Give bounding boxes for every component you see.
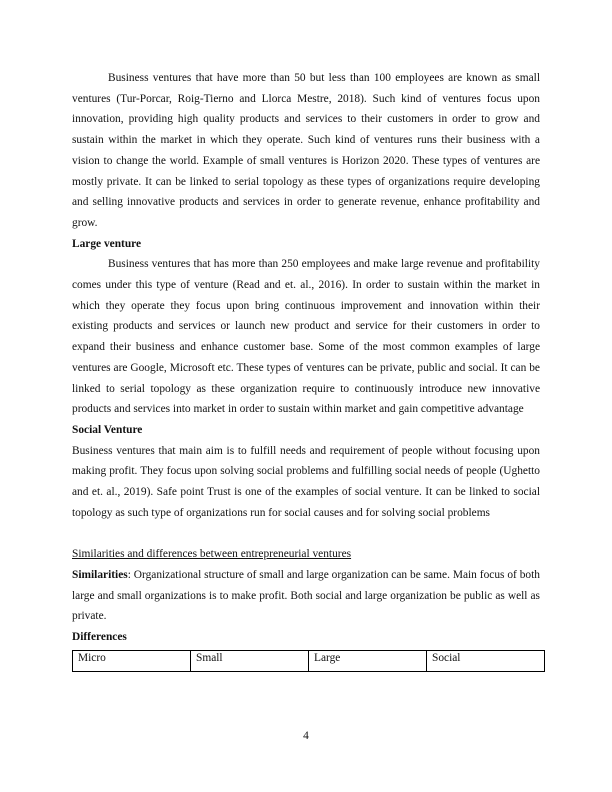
table-header-social: Social [427, 650, 545, 671]
page-number: 4 [303, 730, 309, 742]
social-venture-heading: Social Venture [72, 423, 143, 436]
differences-table [72, 650, 545, 672]
small-ventures-paragraph: Business ventures that have more than 50 but less than 100 employees are known as small ventures (Tur-Porcar, Roig-Tierno and Llorca Mestre, 2018). Such kind of ventures focus upon innovation, providing high quality products and services to their customers in order to grow and sustain within the market in which they operate. Such kind of ventures runs their business with a vision to change the world. Example of small ventures is Horizon 2020. These types of ventures are mostly private. It can be linked to serial topology as these types of organizations require developing and selling innovative products and services in order to generate revenue, enhance profitability and grow. [72, 72, 540, 229]
page-content [72, 68, 540, 672]
similarities-text: : Organizational structure of small and large organization can be same. Main focus of both large and small organizations is to make profit. Both social and large organization be public as well as private. [72, 568, 540, 623]
large-ventures-paragraph: Business ventures that has more than 250 employees and make large revenue and profitability comes under this type of venture (Read and et. al., 2016). In order to sustain within the market in which they operate they focus upon bring continuous improvement and innovation within their existing products and services or launch new product and service for their customers in order to expand their business and enhance customer base. Some of the most common examples of large ventures are Google, Microsoft etc. These types of ventures can be private, public and social. It can be linked to serial topology as these organization require to continuously introduce new innovative products and services into market in order to sustain within market and gain competitive advantage [72, 258, 540, 416]
table-header-micro: Micro [73, 650, 191, 671]
table-header-small: Small [191, 650, 309, 671]
blank-line [72, 523, 540, 544]
table-header-large: Large [309, 650, 427, 671]
large-venture-heading: Large venture [72, 237, 142, 250]
similarities-label: Similarities [72, 568, 128, 581]
differences-heading: Differences [72, 630, 127, 643]
similarities-differences-heading: Similarities and differences between entrepreneurial ventures [72, 548, 352, 561]
similarities-paragraph [72, 565, 540, 627]
social-ventures-paragraph: Business ventures that main aim is to fulfill needs and requirement of people without focusing upon making profit. They focus upon solving social problems and fulfilling social needs of people (Ughetto and et. al., 2019). Safe point Trust is one of the examples of social venture. It can be linked to social topology as such type of organizations run for social causes and for solving social problems [72, 444, 540, 519]
table-row [73, 650, 545, 671]
